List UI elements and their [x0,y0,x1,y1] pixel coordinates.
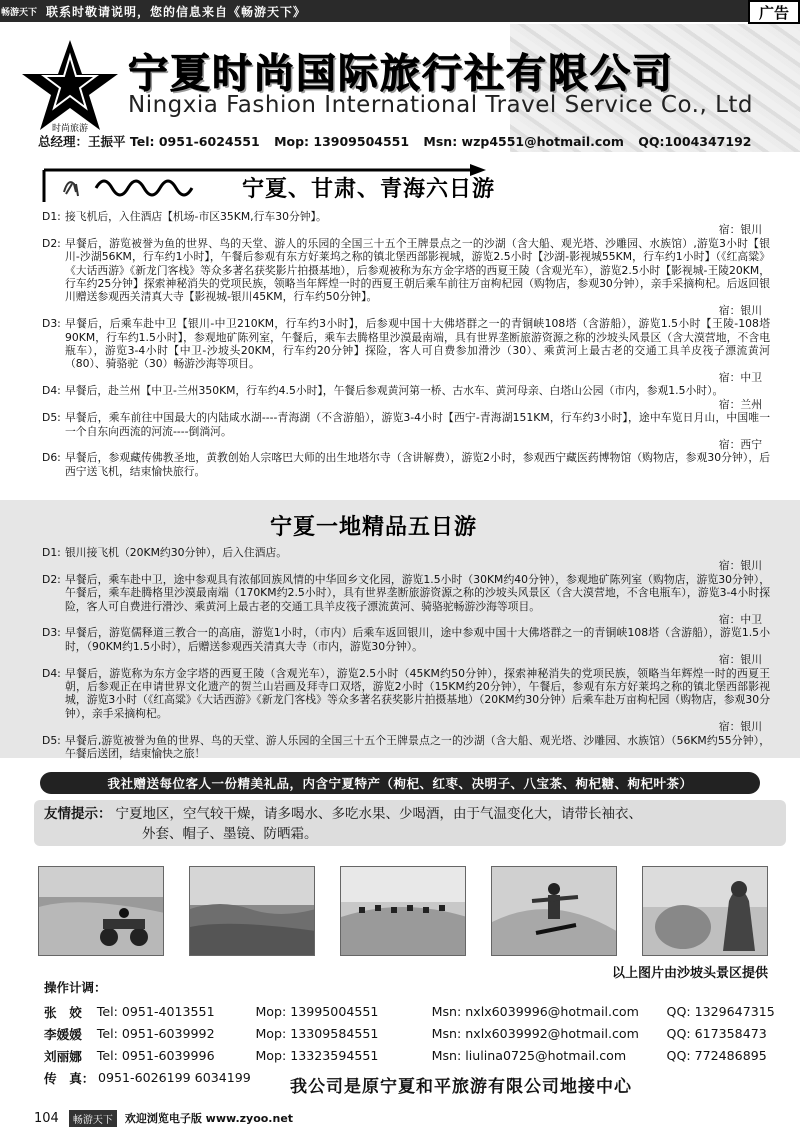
day-accommodation: 宿：兰州 [718,397,762,411]
day-label: D6: [42,451,61,465]
tips-line1: 宁夏地区，空气较干燥，请多喝水、多吃水果、少喝酒，由于气温变化大，请带长袖衣、 [115,806,642,822]
contact-tel: Tel: 0951-6039992 [96,1025,215,1041]
contact-mobile: Mop: 13995004551 [255,1003,379,1019]
photo-desert-buggy [38,866,164,956]
photo-strip [38,866,768,958]
day-label: D2: [42,236,61,250]
contact-name: 李媛媛 [44,1026,82,1042]
tour2-section [0,500,800,761]
day-accommodation: 宿：银川 [718,223,762,237]
contacts-title: 操作计调： [44,980,107,995]
contact-row [44,1022,784,1044]
magazine-logo: 畅游天下 [0,7,37,18]
day-label: D3: [42,317,61,331]
itinerary-day [42,546,770,559]
day-description: 早餐后，赴兰州【中卫-兰州350KM，行车约4.5小时】，午餐后参观黄河第一桥、古水车、黄河母亲、白塔山公园（市内，参观1.5小时）。 [65,384,724,398]
itinerary-day [42,667,770,721]
company-name-en: Ningxia Fashion International Travel Service Co., Ltd [128,92,753,118]
day-description: 银川接飞机（20KM约30分钟），后入住酒店。 [65,546,288,559]
footer-site[interactable]: 欢迎浏览电子版 www.zyoo.net [124,1112,294,1125]
itinerary-day [42,210,770,223]
day-label: D2: [42,572,61,586]
photo-camel-caravan [340,866,466,956]
contact-msn: Msn: nxlx6039996@hotmail.com [431,1003,639,1019]
day-label: D4: [42,384,61,398]
photo-caption: 以上图片由沙坡头景区提供 [611,966,768,981]
day-accommodation: 宿：中卫 [718,613,762,627]
day-label: D3: [42,626,61,640]
itinerary-day [42,451,770,478]
top-bar [0,0,800,22]
day-accommodation: 宿：银川 [718,653,762,667]
day-description: 早餐后，后乘车赴中卫【银川-中卫210KM，行车约3小时】，后参观中国十大佛塔群之一的青铜峡108塔（含游船），游览1.5小时【王陵-108塔90KM，行车约1.5小时】，参观地矿陈列室，午餐后，乘车去腾格里沙漠最南端，具有世界垄断旅游资源之称的沙坡头风景区（含大漠营地，不含电瓶车），游览3-4小时【中卫-沙坡头20KM，行车约20分钟】探险，客人可自费参加滑沙（30）、乘黄河上最古老的交通工具羊皮筏子漂流黄河（80）、骑骆驼（30）畅游沙海等项目。 [65,317,770,371]
tour2-title: 宁夏一地精品五日游 [270,515,478,540]
contact-msn: Msn: liulina0725@hotmail.com [431,1047,627,1063]
day-label: D1: [42,210,61,223]
gift-banner: 我社赠送每位客人一份精美礼品，内含宁夏特产（枸杞、红枣、决明子、八宝茶、枸杞糖、枸杞叶茶） [40,772,760,794]
itinerary-day [42,626,770,653]
star-logo-icon [20,38,120,133]
day-accommodation: 宿：银川 [718,720,762,734]
photo-statue [642,866,768,956]
photo-sand-surfing [491,866,617,956]
day-label: D5: [42,733,61,747]
travel-tips [34,800,786,846]
contact-tel: Tel: 0951-6039996 [96,1047,215,1063]
manager-mop: Mop: 13909504551 [274,134,410,149]
contact-msn: Msn: nxlx6039992@hotmail.com [431,1025,639,1041]
manager-tel: 总经理：王振平 Tel: 0951-6024551 [38,134,260,149]
star-logo-text: 时尚旅游 [51,124,89,133]
fax-number: 0951-6026199 6034199 [98,1069,251,1085]
day-description: 早餐后,游览被誉为鱼的世界、鸟的天堂、游人乐园的全国三十五个王牌景点之一的沙湖（含大船、观光塔、沙雕园、水族馆）（56KM约55分钟），午餐后送团，结束愉快之旅！ [65,733,770,761]
contact-notice: 联系时敬请说明，您的信息来自《畅游天下》 [46,4,307,19]
photo-desert-landscape [189,866,315,956]
day-description: 早餐后，参观藏传佛教圣地，黄教创始人宗喀巴大师的出生地塔尔寺（含讲解费），游览2小时，参观西宁藏医药博物馆（购物店，参观30分钟），后西宁送飞机，结束愉快旅行。 [65,451,770,478]
day-accommodation: 宿：银川 [718,559,762,573]
tour1-section [0,152,800,492]
itinerary-day [42,384,770,397]
company-name-cn: 宁夏时尚国际旅行社有限公司 [128,51,674,97]
contact-qq: QQ: 772486895 [666,1047,767,1063]
contact-row [44,1000,784,1022]
tour1-itinerary [42,210,770,478]
day-description: 接飞机后，入住酒店【机场-市区35KM,行车30分钟】。 [65,210,327,223]
day-accommodation: 宿：银川 [718,303,762,317]
page-footer [34,1110,434,1126]
fax-label: 传 真： [44,1070,95,1086]
ad-tag: 广告 [748,0,800,24]
day-label: D4: [42,666,61,680]
contact-mobile: Mop: 13323594551 [255,1047,379,1063]
itinerary-day [42,317,770,371]
manager-msn: Msn: wzp4551@hotmail.com [423,134,624,149]
tour1-title: 宁夏、甘肃、青海六日游 [242,177,496,202]
contact-name: 刘丽娜 [44,1048,82,1064]
contact-qq: QQ: 1329647315 [666,1003,775,1019]
day-label: D5: [42,411,61,425]
day-accommodation: 宿：西宁 [718,437,762,451]
day-description: 早餐后，乘车前往中国最大的内陆咸水湖----青海湖（不含游船），游览3-4小时【西宁-青海湖151KM，行车约3小时】，途中车览日月山，中国唯一一个自东向西流的河流----倒淌河。 [65,411,770,438]
contact-row [44,1044,784,1066]
company-slogan: 我公司是原宁夏和平旅游有限公司地接中心 [290,1077,632,1097]
day-description: 早餐后，游览被誉为鱼的世界、鸟的天堂、游人的乐园的全国三十五个王牌景点之一的沙湖（含大船、观光塔、沙雕园、水族馆）,游览3小时【银川-沙湖56KM，行车约1小时】，午餐后参观有东方好莱坞之称的镇北堡西部影视城，游览2.5小时【沙湖-影视城55KM，行车约1小时】（《红高粱》《大话西游》《新龙门客栈》等众多著名获奖影片拍摄基地），后参观被称为东方金字塔的西夏王陵（含观光车），游览2.5小时【影视城-王陵20KM，行车约25分钟】探索神秘消失的党项民族，领略当年辉煌一时的西夏王朝后乘车前往万亩枸杞园（购物店，参观30分钟），亲手采摘枸杞。后返回银川赠送参观西关清真大寺【影视城-银川45KM，行车约50分钟】。 [65,236,770,304]
company-header [0,24,800,152]
tour2-itinerary [42,546,770,761]
manager-qq: QQ:1004347192 [638,134,752,149]
day-description: 早餐后，乘车赴中卫，途中参观具有浓郁回族风情的中华回乡文化园，游览1.5小时（30KM约40分钟），参观地矿陈列室（购物店，游览30分钟），午餐后，乘车赴腾格里沙漠最南端（170KM约2.5小时），具有世界垄断旅游资源之称的沙坡头风景区（含大漠营地，不含电瓶车），游览3-4小时探险，客人可自费进行滑沙、乘黄河上最古老的交通工具羊皮筏子漂流黄河、骑骆驼畅游沙海等项目。 [65,572,770,613]
itinerary-day [42,573,770,613]
contact-tel: Tel: 0951-4013551 [96,1003,215,1019]
contact-qq: QQ: 617358473 [666,1025,767,1041]
itinerary-day [42,734,770,761]
day-accommodation: 宿：中卫 [718,370,762,384]
itinerary-day [42,411,770,438]
footer-badge: 畅游天下 [69,1110,117,1127]
contact-mobile: Mop: 13309584551 [255,1025,379,1041]
contact-name: 张 姣 [44,1004,82,1020]
day-description: 早餐后，游览儒释道三教合一的高庙，游览1小时，（市内）后乘车返回银川，途中参观中国十大佛塔群之一的青铜峡108塔（含游船），游览1.5小时，（90KM约1.5小时），后赠送参观西关清真大寺（市内，游览30分钟）。 [65,626,770,653]
day-label: D1: [42,546,61,559]
day-description: 早餐后，游览称为东方金字塔的西夏王陵（含观光车），游览2.5小时（45KM约50分钟），探索神秘消失的党项民族，领略当年辉煌一时的西夏王朝，后参观正在申请世界文化遗产的贺兰山岩画及拜寺口双塔，游览2小时（15KM约20分钟），午餐后，参观有东方好莱坞之称的镇北堡西部影视城，游览3小时（《红高粱》《大话西游》《新龙门客栈》等众多著名获奖影片拍摄基地）（20KM约30分钟）后乘车赴万亩枸杞园（购物店，参观30分钟），亲手采摘枸杞。 [65,666,770,720]
tips-label: 友情提示： [44,806,112,822]
itinerary-day [42,237,770,304]
tips-line2: 外套、帽子、墨镜、防晒霜。 [142,826,318,842]
manager-contact [38,132,761,150]
page-number: 104 [34,1110,59,1126]
